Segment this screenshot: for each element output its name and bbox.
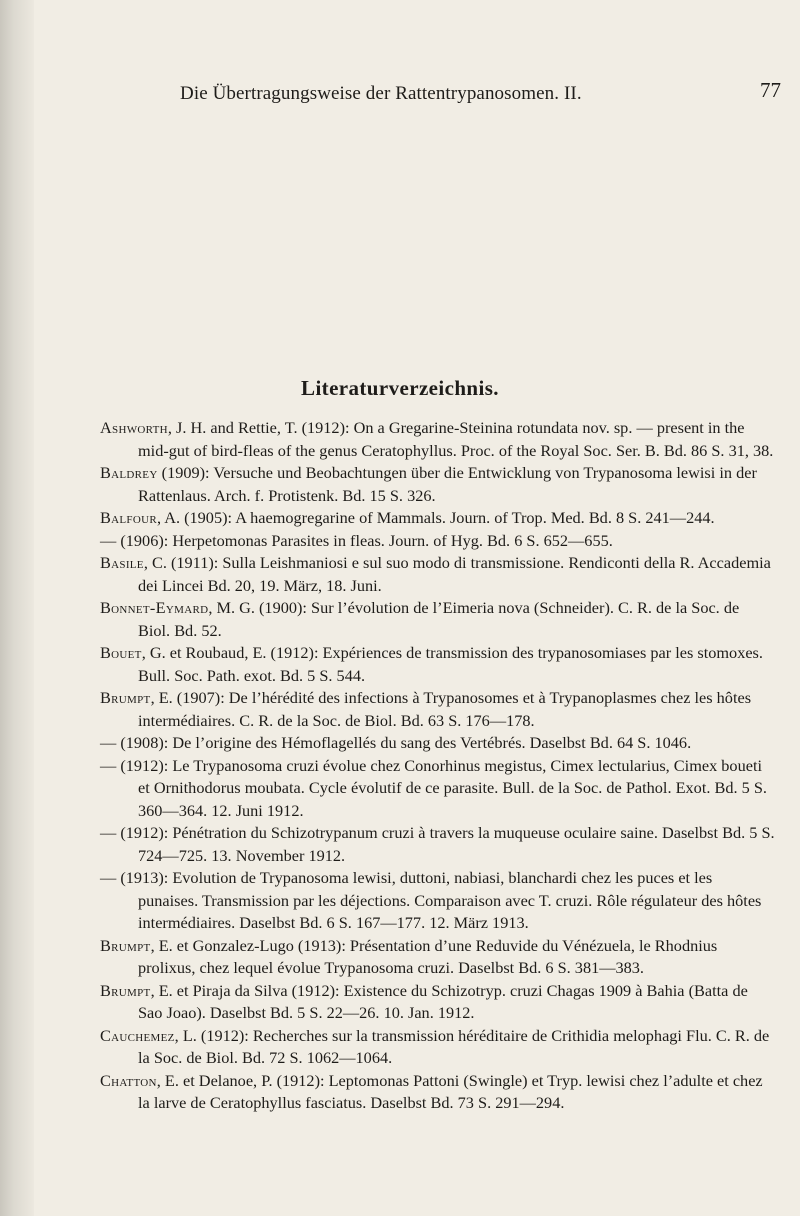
page-number: 77 — [760, 78, 781, 102]
reference-text: , L. (1912): Recherches sur la transmission héréditaire de Crithidia melophagi Flu. C. R. de la Soc. de Biol. Bd. 72 S. 1062—1064. — [138, 1025, 770, 1067]
binding-shadow — [0, 0, 34, 1216]
reference-text: , E. et Piraja da Silva (1912): Existence du Schizotryp. cruzi Chagas 1909 à Bahia (Batta de Sao Joao). Daselbst Bd. 5 S. 22—26. 10. Jan. 1912. — [138, 980, 748, 1022]
reference-author: Bonnet-Eymard — [100, 598, 209, 617]
reference-entry — [100, 597, 775, 642]
reference-text: , E. et Gonzalez-Lugo (1913): Présentation d’une Reduvide du Vénézuela, le Rhodnius prolixus, chez lequel évolue Trypanosoma cruzi. Daselbst Bd. 6 S. 381—383. — [138, 935, 718, 977]
reference-entry — [100, 417, 775, 462]
reference-entry — [100, 530, 775, 553]
reference-text: (1909): Versuche und Beobachtungen über die Entwicklung von Trypanosoma lewisi in der Rattenlaus. Arch. f. Protistenk. Bd. 15 S. 326. — [138, 463, 757, 505]
reference-author: Chatton — [100, 1070, 157, 1090]
reference-text: , E. (1907): De l’hérédité des infections à Trypanosomes et à Trypanoplasmes chez les hôtes intermédiaires. C. R. de la Soc. de Biol. Bd. 63 S. 176—178. — [138, 688, 752, 730]
reference-text: , C. (1911): Sulla Leishmaniosi e sul suo modo di transmissione. Rendiconti della R. Accademia dei Lincei Bd. 20, 19. März, 18. Juni. — [138, 553, 771, 595]
reference-text: — (1913): Evolution de Trypanosoma lewisi, duttoni, nabiasi, blanchardi chez les puces et les punaises. Transmission par les déjections. Comparaison avec T. cruzi. Rôle régulateur des hôtes intermédiaires. Daselbst Bd. 6 S. 167—177. 12. März 1913. — [100, 868, 762, 932]
reference-text: , G. et Roubaud, E. (1912): Expériences de transmission des trypanosomiases par les stomoxes. Bull. Soc. Path. exot. Bd. 5 S. 544. — [138, 643, 763, 685]
reference-text: , E. et Delanoe, P. (1912): Leptomonas Pattoni (Swingle) et Tryp. lewisi chez l’adulte et chez la larve de Ceratophyllus fasciatus. Daselbst Bd. 73 S. 291—294. — [138, 1070, 763, 1112]
reference-entry — [100, 732, 775, 755]
reference-author: Bouet — [100, 643, 142, 662]
reference-text: , J. H. and Rettie, T. (1912): On a Gregarine-Steinina rotundata nov. sp. — present in the mid-gut of bird-fleas of the genus Ceratophyllus. Proc. of the Royal Soc. Ser. B. Bd. 86 S. 31, 38. — [138, 418, 774, 460]
reference-entry — [100, 980, 775, 1025]
reference-entry — [100, 1070, 775, 1115]
reference-entry — [100, 642, 775, 687]
reference-author: Ashworth — [100, 418, 168, 437]
running-head: Die Übertragungsweise der Rattentrypanosomen. II. — [180, 83, 582, 104]
reference-text: — (1906): Herpetomonas Parasites in fleas. Journ. of Hyg. Bd. 6 S. 652—655. — [100, 530, 613, 550]
reference-text: — (1908): De l’origine des Hémoflagellés du sang des Vertébrés. Daselbst Bd. 64 S. 1046. — [100, 733, 692, 752]
reference-entry — [100, 755, 775, 823]
reference-entry — [100, 687, 775, 732]
reference-author: Basile — [100, 553, 144, 572]
reference-entry — [100, 1025, 775, 1070]
reference-text: — (1912): Le Trypanosoma cruzi évolue chez Conorhinus megistus, Cimex lectularius, Cimex boueti et Ornithodorus moubata. Cycle évolutif de ce parasite. Bull. de la Soc. de Pathol. Exot. Bd. 5 S. 360—364. 12. Juni 1912. — [100, 755, 767, 820]
reference-text: — (1912): Pénétration du Schizotrypanum cruzi à travers la muqueuse oculaire saine. Daselbst Bd. 5 S. 724—725. 13. November 1912. — [100, 823, 775, 865]
reference-text: , M. G. (1900): Sur l’évolution de l’Eimeria nova (Schneider). C. R. de la Soc. de Biol. Bd. 52. — [138, 598, 740, 640]
reference-author: Brumpt — [100, 688, 151, 707]
section-title: Literaturverzeichnis. — [301, 376, 499, 400]
reference-author: Brumpt — [100, 935, 151, 955]
reference-text: , A. (1905): A haemogregarine of Mammals. Journ. of Trop. Med. Bd. 8 S. 241—244. — [156, 508, 715, 527]
reference-author: Brumpt — [100, 980, 151, 1000]
reference-entry — [100, 867, 775, 935]
reference-author: Cauchemez — [100, 1025, 175, 1045]
reference-entry — [100, 935, 775, 980]
reference-list — [100, 417, 775, 1115]
reference-entry — [100, 462, 775, 507]
reference-author: Baldrey — [100, 463, 158, 482]
reference-entry — [100, 552, 775, 597]
reference-entry — [100, 507, 775, 530]
reference-entry — [100, 822, 775, 867]
reference-author: Balfour — [100, 508, 157, 527]
